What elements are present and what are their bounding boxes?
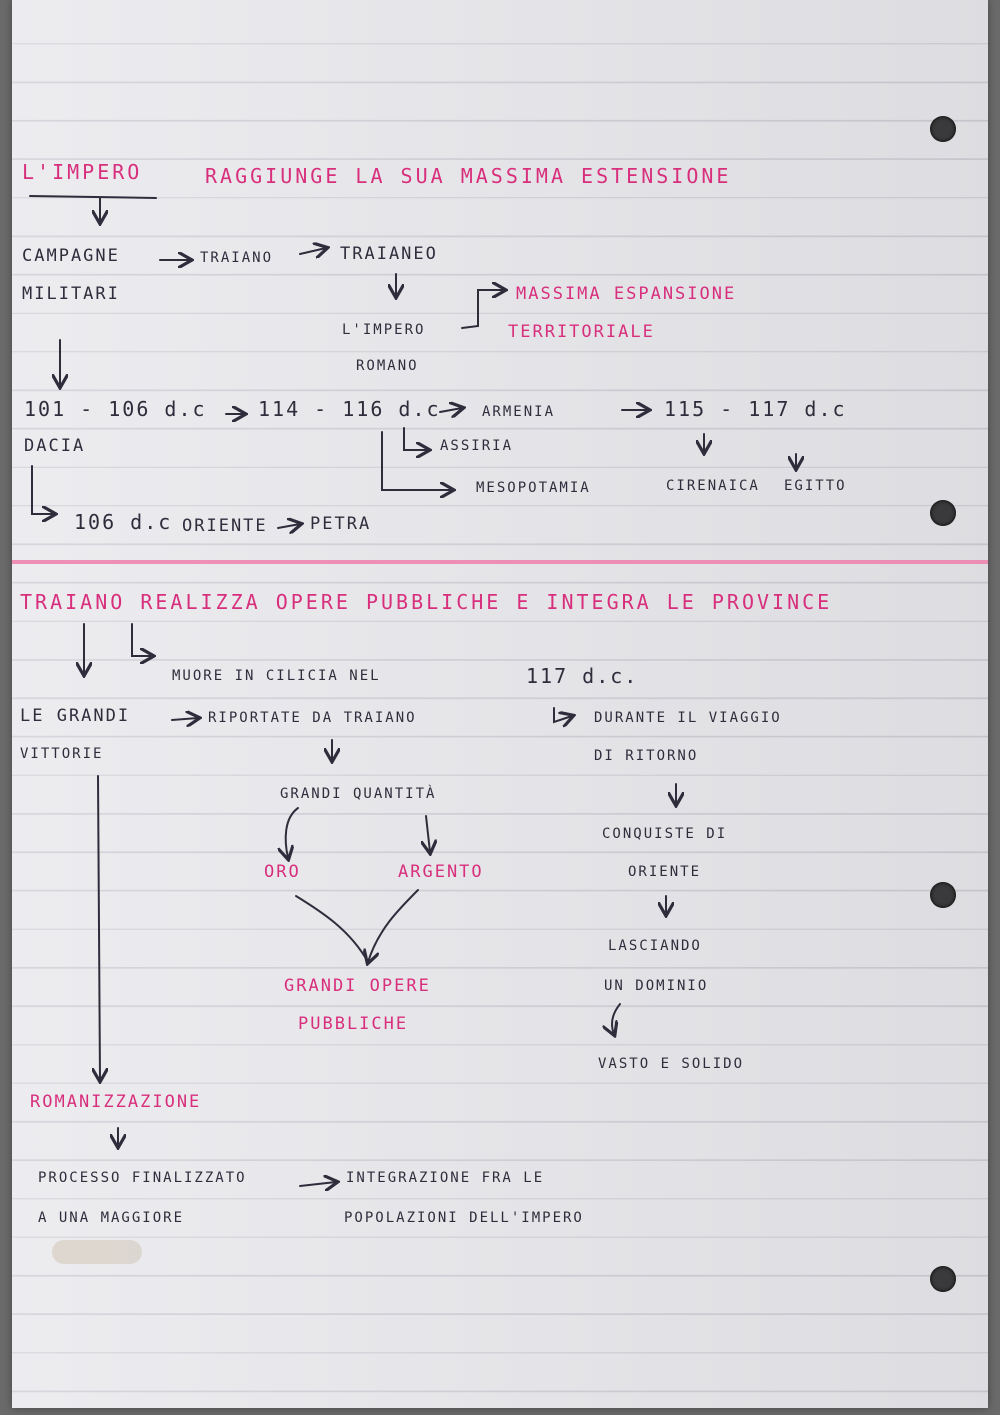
heading-traiano-realizza: TRAIANO REALIZZA OPERE PUBBLICHE E INTEGRA LE PROVINCE: [20, 590, 833, 614]
heading-estensione: RAGGIUNGE LA SUA MASSIMA ESTENSIONE: [205, 164, 732, 188]
date-114-116: 114 - 116 d.c: [258, 397, 441, 421]
note-mesopotamia: MESOPOTAMIA: [476, 480, 591, 496]
note-egitto: EGITTO: [784, 478, 847, 494]
note-cirenaica: CIRENAICA: [666, 478, 760, 494]
note-muore: MUORE IN CILICIA NEL: [172, 668, 381, 684]
note-campagne: CAMPAGNE: [22, 246, 120, 266]
note-territoriale: TERRITORIALE: [508, 322, 655, 342]
note-grandi-quantita: GRANDI QUANTITÀ: [280, 786, 437, 802]
notebook-page: [12, 0, 988, 1408]
date-101-106: 101 - 106 d.c: [24, 397, 207, 421]
note-traianeo: TRAIANEO: [340, 244, 438, 264]
binder-hole: [930, 116, 956, 142]
note-petra: PETRA: [310, 514, 372, 534]
note-processo: PROCESSO FINALIZZATO: [38, 1170, 247, 1186]
date-106: 106 d.c: [74, 510, 173, 534]
note-un-dominio: UN DOMINIO: [604, 978, 709, 994]
note-assiria: ASSIRIA: [440, 438, 514, 454]
stain-mark: [52, 1240, 142, 1264]
note-lasciando: LASCIANDO: [608, 938, 702, 954]
date-117: 117 d.c.: [526, 664, 639, 688]
date-115-117: 115 - 117 d.c: [664, 397, 847, 421]
note-oro: ORO: [264, 862, 301, 882]
note-romano: ROMANO: [356, 358, 419, 374]
note-dacia: DACIA: [24, 436, 86, 456]
note-riportate: RIPORTATE DA TRAIANO: [208, 710, 417, 726]
note-vasto: VASTO E SOLIDO: [598, 1056, 745, 1072]
note-oriente: ORIENTE: [182, 516, 268, 536]
note-conquiste: CONQUISTE DI: [602, 826, 728, 842]
note-limpero: L'IMPERO: [342, 322, 426, 338]
note-argento: ARGENTO: [398, 862, 484, 882]
note-a-una-maggiore: A UNA MAGGIORE: [38, 1210, 185, 1226]
note-di-ritorno: DI RITORNO: [594, 748, 699, 764]
note-grandi-opere: GRANDI OPERE: [284, 976, 431, 996]
note-popolazioni: POPOLAZIONI DELL'IMPERO: [344, 1210, 584, 1226]
note-armenia: ARMENIA: [482, 404, 556, 420]
section-divider: [12, 560, 988, 564]
note-durante: DURANTE IL VIAGGIO: [594, 710, 782, 726]
note-integrazione: INTEGRAZIONE FRA LE: [346, 1170, 545, 1186]
note-traiano: TRAIANO: [200, 250, 274, 266]
note-massima-espansione: MASSIMA ESPANSIONE: [516, 284, 737, 304]
binder-hole: [930, 1266, 956, 1292]
binder-hole: [930, 500, 956, 526]
heading-romanizzazione: ROMANIZZAZIONE: [30, 1092, 202, 1112]
note-le-grandi: LE GRANDI: [20, 706, 131, 726]
note-oriente-2: ORIENTE: [628, 864, 702, 880]
note-pubbliche: PUBBLICHE: [298, 1014, 409, 1034]
binder-hole: [930, 882, 956, 908]
note-militari: MILITARI: [22, 284, 120, 304]
note-vittorie: VITTORIE: [20, 746, 104, 762]
heading-impero: L'IMPERO: [22, 160, 143, 184]
